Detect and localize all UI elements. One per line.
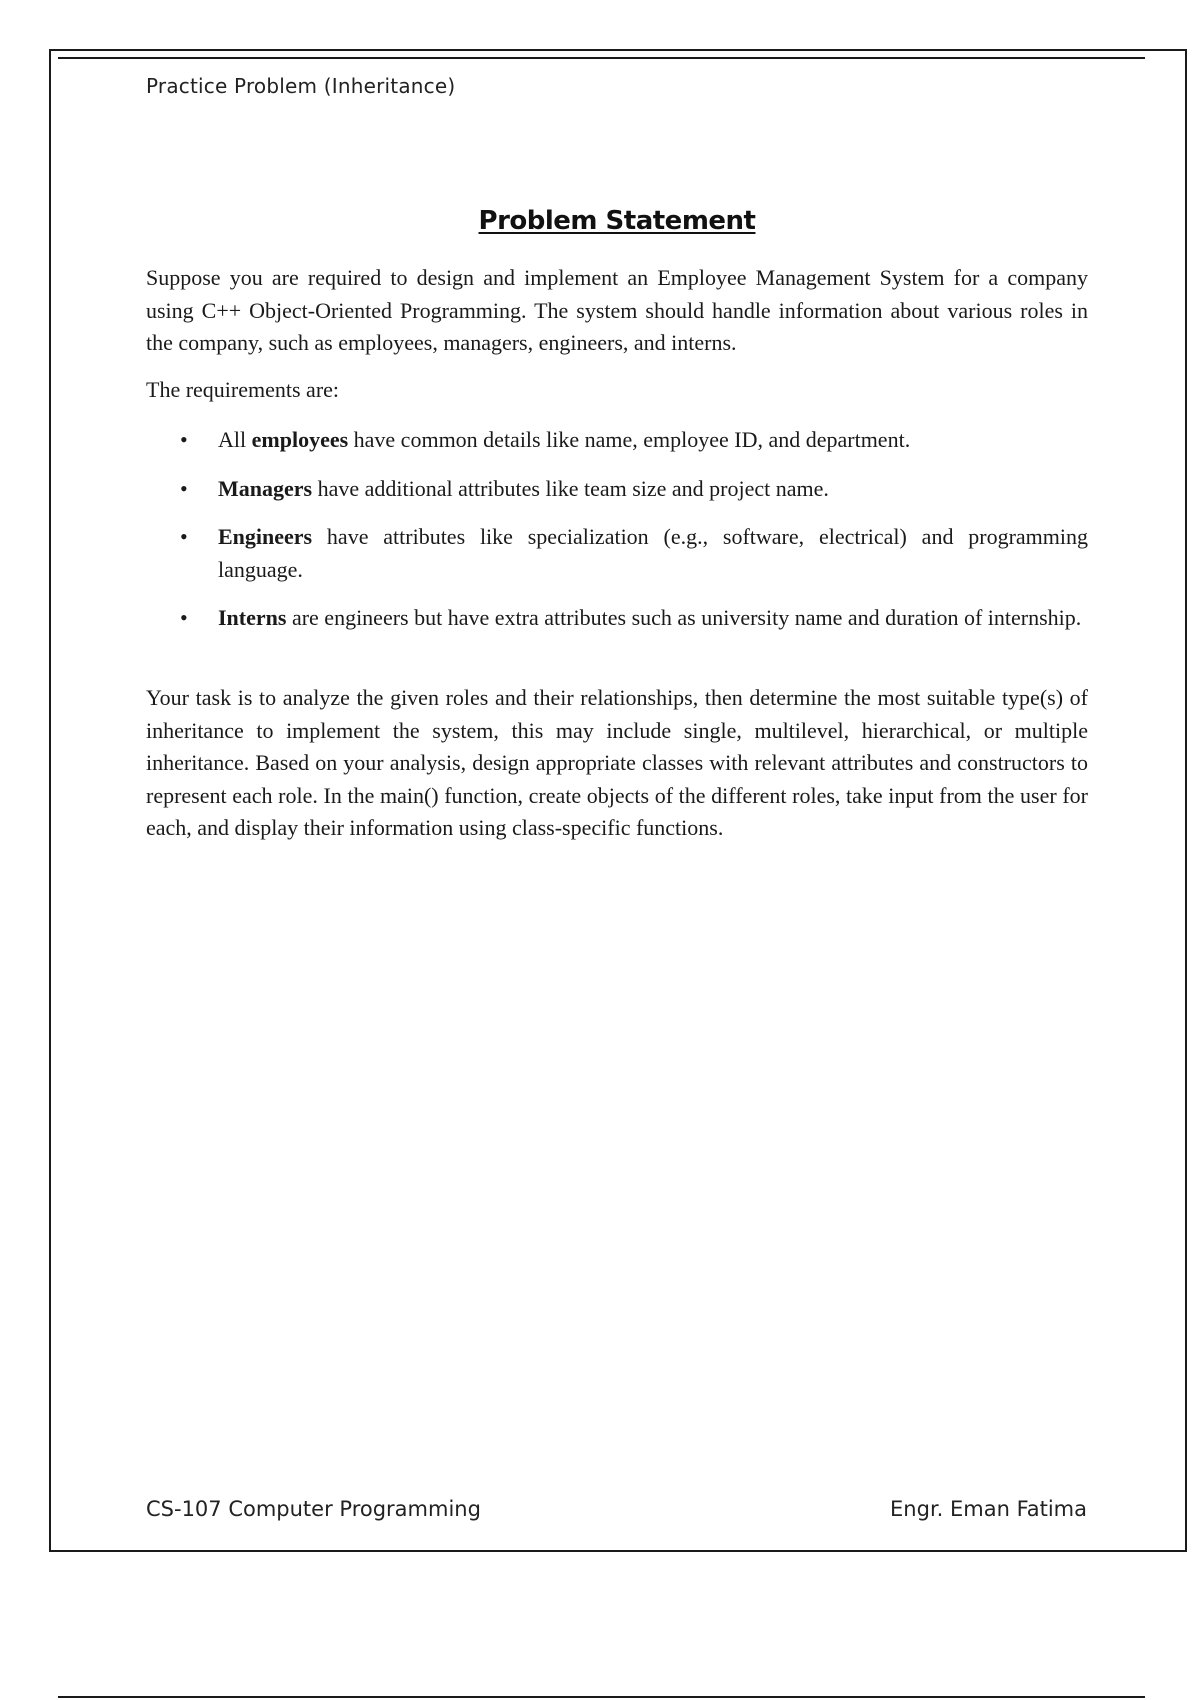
bullet-icon: • (180, 605, 188, 630)
bullet-icon: • (180, 427, 188, 452)
list-item (146, 521, 1088, 586)
item-text: have attributes like specialization (e.g., software, electrical) and programming language. (218, 524, 1088, 582)
item-prefix: All (218, 427, 252, 452)
page-header: Practice Problem (Inheritance) (146, 74, 456, 98)
problem-title: Problem Statement (478, 206, 756, 236)
footer-course: CS-107 Computer Programming (146, 1497, 481, 1521)
list-item (146, 602, 1088, 635)
list-item (146, 424, 1088, 457)
item-text: are engineers but have extra attributes such as university name and duration of internship. (286, 605, 1082, 630)
requirements-list (146, 424, 1088, 651)
intro-paragraph: Suppose you are required to design and implement an Employee Management System for a company using C++ Object-Oriented Programming. The system should handle information about various roles in the company, such as employees, managers, engineers, and interns. (146, 265, 1088, 355)
header-rule (58, 57, 1145, 59)
bullet-icon: • (180, 475, 188, 501)
item-keyword: employees (251, 427, 349, 452)
list-item (146, 473, 1088, 506)
item-keyword: Managers (218, 475, 313, 501)
next-page-rule (58, 1696, 1145, 1698)
item-keyword: Engineers (218, 524, 313, 549)
footer-instructor: Engr. Eman Fatima (890, 1497, 1087, 1521)
item-text: have common details like name, employee ID, and department. (348, 427, 911, 452)
item-keyword: Interns (218, 605, 287, 630)
bullet-icon: • (180, 524, 188, 549)
requirements-intro: The requirements are: (146, 377, 340, 402)
task-paragraph: Your task is to analyze the given roles and their relationships, then determine the most suitable type(s) of inheritance to implement the system, this may include single, multilevel, hierarchical, or multiple inheritance. Based on your analysis, design appropriate classes with relevant attributes and constructors to represent each role. In the main() function, create objects of the different roles, take input from the user for each, and display their information using class-specific functions. (146, 685, 1088, 840)
item-text: have additional attributes like team size and project name. (312, 475, 829, 501)
